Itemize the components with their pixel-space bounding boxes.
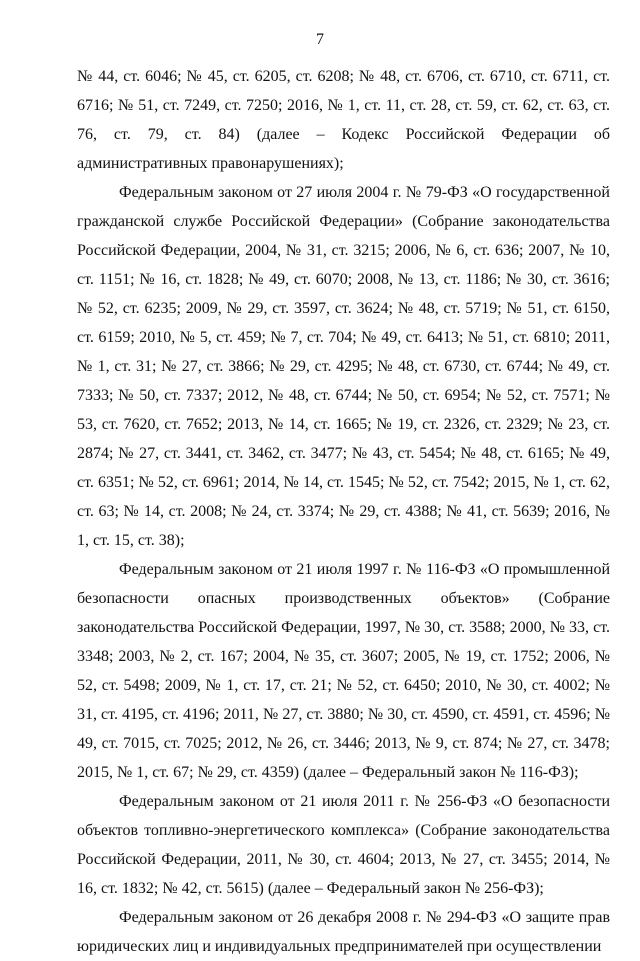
paragraph-law-79fz: Федеральным законом от 27 июля 2004 г. № 79-ФЗ «О государственной гражданской службе Российской Федерации» (Собрание законодательства Российской Федерации, 2004, № 31, ст. 3215; 2006, № 6, ст. 636; 2007, № 10, ст. 1151; № 16, ст. 1828; № 49, ст. 6070; 2008, № 13, ст. 1186; № 30, ст. 3616; № 52, ст. 6235; 2009, № 29, ст. 3597, ст. 3624; № 48, ст. 5719; № 51, ст. 6150, ст. 6159; 2010, № 5, ст. 459; № 7, ст. 704; № 49, ст. 6413; № 51, ст. 6810; 2011, № 1, ст. 31; № 27, ст. 3866; № 29, ст. 4295; № 48, ст. 6730, ст. 6744; № 49, ст. 7333; № 50, ст. 7337; 2012, № 48, ст. 6744; № 50, ст. 6954; № 52, ст. 7571; № 53, ст. 7620, ст. 7652; 2013, № 14, ст. 1665; № 19, ст. 2326, ст. 2329; № 23, ст. 2874; № 27, ст. 3441, ст. 3462, ст. 3477; № 43, ст. 5454; № 48, ст. 6165; № 49, ст. 6351; № 52, ст. 6961; 2014, № 14, ст. 1545; № 52, ст. 7542; 2015, № 1, ст. 62, ст. 63; № 14, ст. 2008; № 24, ст. 3374; № 29, ст. 4388; № 41, ст. 5639; 2016, № 1, ст. 15, ст. 38); — [77, 184, 610, 549]
paragraph-continuation: № 44, ст. 6046; № 45, ст. 6205, ст. 6208; № 48, ст. 6706, ст. 6710, ст. 6711, ст. 6716; № 51, ст. 7249, ст. 7250; 2016, № 1, ст. 11, ст. 28, ст. 59, ст. 62, ст. 63, ст. 76, ст. 79, ст. 84) (далее – Кодекс Российской Федерации об административных правонарушениях); — [77, 68, 610, 172]
document-body — [77, 62, 610, 961]
paragraph-law-294fz: Федеральным законом от 26 декабря 2008 г. № 294-ФЗ «О защите прав юридических лиц и индивидуальных предпринимателей при осуществлении — [77, 909, 610, 955]
paragraph-law-256fz: Федеральным законом от 21 июля 2011 г. № 256-ФЗ «О безопасности объектов топливно-энергетического комплекса» (Собрание законодательства Российской Федерации, 2011, № 30, ст. 4604; 2013, № 27, ст. 3455; 2014, № 16, ст. 1832; № 42, ст. 5615) (далее – Федеральный закон № 256-ФЗ); — [77, 793, 610, 897]
paragraph-law-116fz: Федеральным законом от 21 июля 1997 г. № 116-ФЗ «О промышленной безопасности опасных производственных объектов» (Собрание законодательства Российской Федерации, 1997, № 30, ст. 3588; 2000, № 33, ст. 3348; 2003, № 2, ст. 167; 2004, № 35, ст. 3607; 2005, № 19, ст. 1752; 2006, № 52, ст. 5498; 2009, № 1, ст. 17, ст. 21; № 52, ст. 6450; 2010, № 30, ст. 4002; № 31, ст. 4195, ст. 4196; 2011, № 27, ст. 3880; № 30, ст. 4590, ст. 4591, ст. 4596; № 49, ст. 7015, ст. 7025; 2012, № 26, ст. 3446; 2013, № 9, ст. 874; № 27, ст. 3478; 2015, № 1, ст. 67; № 29, ст. 4359) (далее – Федеральный закон № 116-ФЗ); — [77, 561, 610, 781]
page-number: 7 — [316, 31, 324, 48]
